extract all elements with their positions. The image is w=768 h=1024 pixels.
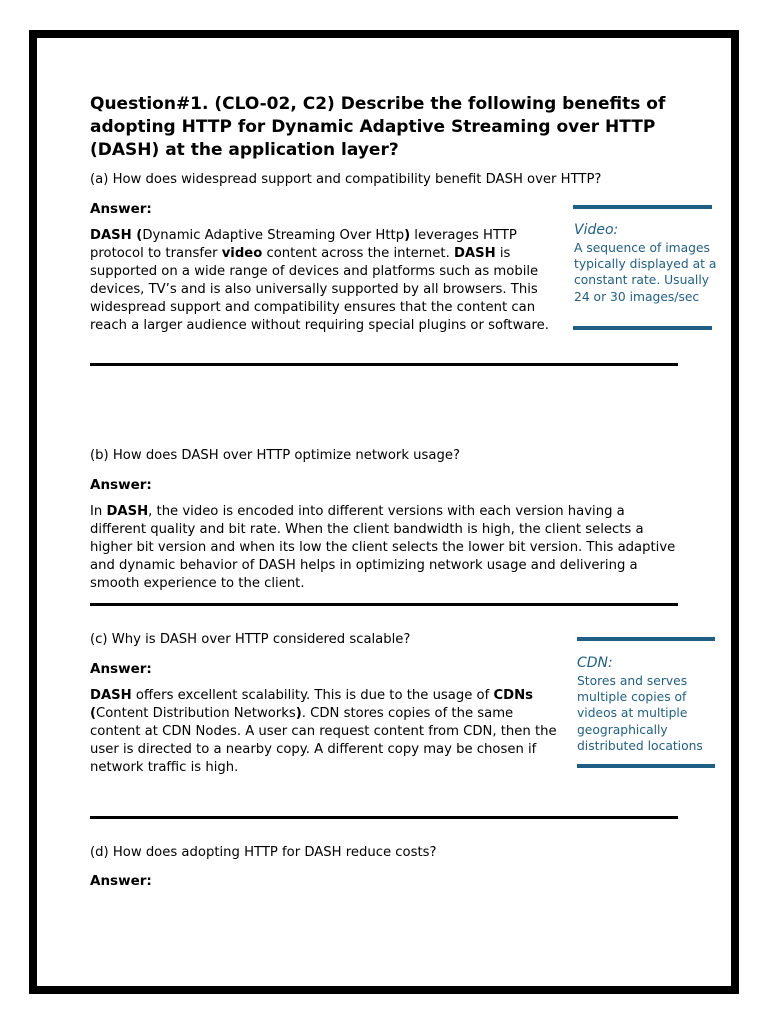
sidebar-video-body: A sequence of images typically displayed at a constant rate. Usually 24 or 30 images/sec <box>574 241 717 304</box>
sidebar-cdn-bottom-rule <box>577 764 715 768</box>
question-a: (a) How does widespread support and compatibility benefit DASH over HTTP? <box>90 172 602 187</box>
answer-a-expansion: Dynamic Adaptive Streaming Over Http <box>142 228 405 243</box>
answer-c-expansion: Content Distribution Networks <box>96 706 296 721</box>
question-d: (d) How does adopting HTTP for DASH reduce costs? <box>90 845 437 860</box>
divider <box>90 603 678 606</box>
answer-c-text-2: . CDN stores copies of the same content at CDN Nodes. A user can request content from CDN, then the user is directed to a nearby copy. A different copy may be chosen if network traffic is high. <box>90 706 557 775</box>
term-dash: DASH ( <box>90 228 143 243</box>
answer-c-text-1: offers excellent scalability. This is due to the usage of <box>131 688 494 703</box>
answer-a-paren: ) <box>404 228 411 243</box>
divider <box>90 816 678 819</box>
term-dash: DASH <box>453 246 496 261</box>
divider <box>90 363 678 366</box>
answer-a-text <box>90 227 560 335</box>
answer-a-text-3: is supported on a wide range of devices and platforms such as mobile devices, TV’s and is also universally supported by all browsers. This widespread support and compatibility ensures that the content can reach a larger audience without requiring special plugins or software. <box>90 246 549 333</box>
term-video: video <box>221 246 263 261</box>
answer-label-c: Answer: <box>90 661 152 677</box>
sidebar-video-bottom-rule <box>573 326 712 330</box>
answer-c-text <box>90 687 562 777</box>
answer-b-text <box>90 503 682 593</box>
question-title: Question#1. (CLO-02, C2) Describe the following benefits of adopting HTTP for Dynamic Adaptive Streaming over HTTP (DASH) at the application layer? <box>90 94 666 160</box>
term-cdns: CDNs <box>493 688 533 703</box>
answer-b-text-1: In <box>90 504 107 519</box>
sidebar-video-title: Video: <box>574 222 619 238</box>
answer-label-b: Answer: <box>90 477 152 493</box>
term-dash: DASH <box>90 688 132 703</box>
answer-label-d: Answer: <box>90 873 152 889</box>
sidebar-cdn-title: CDN: <box>577 655 613 671</box>
question-c: (c) Why is DASH over HTTP considered scalable? <box>90 632 411 647</box>
answer-label-a: Answer: <box>90 201 152 217</box>
answer-c-paren-open: ( <box>90 706 97 721</box>
answer-a-text-2: content across the internet. <box>262 246 454 261</box>
answer-b-text-2: , the video is encoded into different versions with each version having a different quality and bit rate. When the client bandwidth is high, the client selects a higher bit version and when its low the client selects the lower bit version. This adaptive and dynamic behavior of DASH helps in optimizing network usage and delivering a smooth experience to the client. <box>90 504 676 591</box>
sidebar-cdn-top-rule <box>577 637 715 641</box>
sidebar-video-top-rule <box>573 205 712 209</box>
answer-a-text-1: leverages HTTP protocol to transfer <box>90 228 517 261</box>
answer-c-paren-close: ) <box>295 706 302 721</box>
sidebar-cdn-body: Stores and serves multiple copies of videos at multiple geographically distributed locations <box>577 674 703 753</box>
question-b: (b) How does DASH over HTTP optimize network usage? <box>90 448 460 463</box>
term-dash: DASH <box>106 504 149 519</box>
